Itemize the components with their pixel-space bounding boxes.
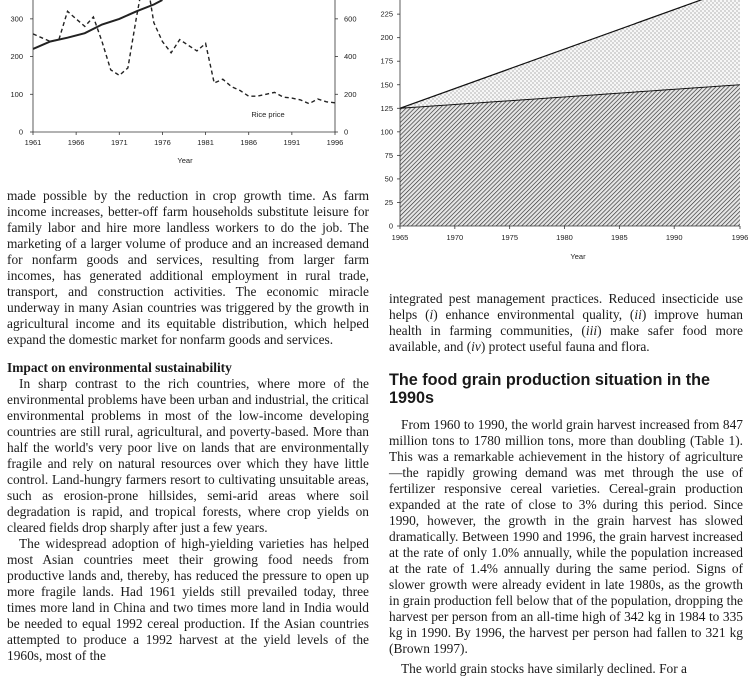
left-y-tick-label: 100 [10,89,23,99]
x-tick-label: 1976 [154,138,171,147]
y-tick-label: 100 [380,127,393,137]
x-tick-label: 1986 [240,138,258,147]
y-tick-label: 175 [380,56,393,66]
x-tick-label: 1971 [110,138,128,147]
right-y-tick-label: 200 [344,89,357,99]
y-tick-label: 200 [380,33,393,43]
paragraph-grain-stocks: The world grain stocks have similarly declined. For a [401,661,687,676]
y-tick-label: 150 [380,80,393,90]
paragraph-world-grain-harvest: From 1960 to 1990, the world grain harvest increased from 847 million tons to 1780 million tons, more than doubling (Table 1). This was a remarkable achievement in the history of agriculture—the rapidly growing demand was met through the use of fertilizer responsive cereal varieties. Cereal-grain production expanded at the rate of close to 3% during this period. Since 1990, however, the growth in the grain harvest has slowed dramatically. Between 1990 and 1996, the grain harvest increased at the rate of only 1.0% annually, while the population increased at the rate of 1.4% annually during the same period. Signs of slower growth were already evident in late 1980s, as the growth in grain production fell below that of the population, dropping the harvest per person from an all-time high of 342 kg in 1984 to 335 kg in 1990. By 1996, the harvest per person had fallen to 321 kg (Brown 1997). [389,417,743,656]
x-tick-label: 1965 [391,233,409,242]
y-tick-label: 25 [384,197,393,207]
x-tick-label: 1991 [283,138,301,147]
y-tick-label: 75 [384,150,393,160]
right-y-tick-label: 0 [344,127,349,137]
left-chart [0,0,370,172]
lower-band-area [400,85,740,226]
left-y-tick-label: 0 [18,127,23,137]
heading-food-grain-production: The food grain production situation in the 1990s [389,371,711,407]
left-text-column [7,188,369,664]
right-chart-svg [378,0,750,270]
x-tick-label: 1975 [501,233,519,242]
right-chart [378,0,750,270]
paragraph-environmental-problems: In sharp contrast to the rich countries, where more of the environmental problems have been urban and industrial, the critical environmental problems in most of the low-income developing countries are still rural, agricultural, and poverty-based. More than half the world's very poor live on lands that are environmentally fragile and rely on natural resources over which they have little control. Land-hungry farmers resort to cultivating unsuitable areas, such as erosion-prone hillsides, semi-arid areas where soil degradation is rapid, and tropical forests, where crop yields on cleared fields drop sharply after just a few years. [7,376,369,535]
left-y-tick-label: 200 [10,52,23,62]
y-tick-label: 50 [384,174,393,184]
x-tick-label: 1981 [197,138,214,147]
rice-price-label: Rice price [251,110,285,119]
right-y-tick-label: 600 [344,14,357,24]
right-y-tick-label: 400 [344,52,357,62]
right-chart-xlabel: Year [570,252,586,261]
right-text-column [389,291,743,677]
x-tick-label: 1996 [326,138,344,147]
y-tick-label: 125 [380,103,393,113]
y-tick-label: 0 [388,221,393,231]
x-tick-label: 1970 [446,233,464,242]
x-tick-label: 1985 [611,233,628,242]
paragraph-farm-income: made possible by the reduction in crop growth time. As farm income increases, better-off farm households substitute leisure for family labor and hire more landless workers to do the job. The marketing of a larger volume of produce and an increased demand for nonfarm goods and services, resulting from larger farm incomes, has generated additional employment in rural trade, transport, and construction activities. The economic miracle underway in many Asian countries was triggered by the growth in agricultural income and its equitable distribution, which helped expand the domestic market for nonfarm goods and services. [7,188,369,347]
x-tick-label: 1961 [24,138,42,147]
yield-line [33,0,162,49]
paragraph-pest-management: integrated pest management practices. Reduced insecticide use helps (i) enhance environmental quality, (ii) improve human health in farming communities, (iii) make safer food more available, and (iv) protect useful fauna and flora. [389,291,743,354]
paragraph-high-yielding-varieties: The widespread adoption of high-yielding varieties has helped most Asian countries meet their growing food needs from productive lands and, thereby, has reduced the pressure to open up more fragile lands. Had 1961 yields still prevailed today, three times more land in China and two times more land in India would be needed to equal 1992 cereal production. If the Asian countries attempted to produce a 1992 harvest at the yield levels of the 1960s, most of the [7,536,369,663]
x-tick-label: 1966 [67,138,85,147]
x-tick-label: 1990 [665,233,683,242]
rice-price-line [33,0,335,104]
x-tick-label: 1980 [556,233,573,242]
left-y-tick-label: 300 [10,14,23,24]
heading-environmental-sustainability: Impact on environmental sustainability [7,360,232,375]
x-tick-label: 1996 [731,233,749,242]
y-tick-label: 225 [380,9,393,19]
left-chart-xlabel: Year [177,156,193,165]
left-chart-svg [0,0,370,172]
